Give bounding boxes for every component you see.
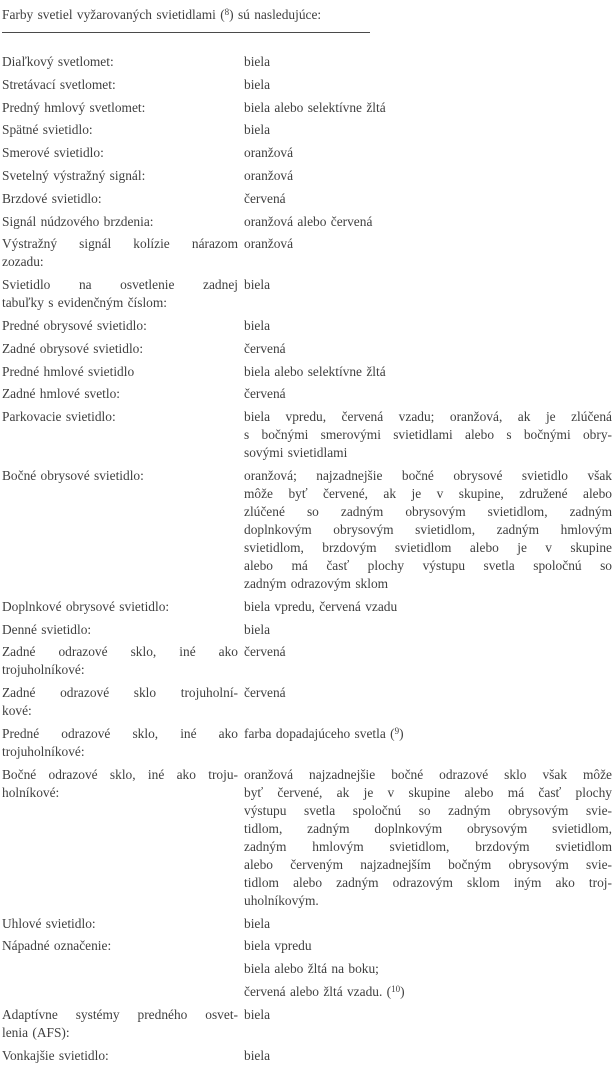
lamp-type-label [2, 467, 238, 485]
text-line: sovými svietidlami [244, 445, 348, 461]
table-row [2, 621, 612, 639]
text-line: môže byť červené, ak je v skupine, združené alebo [244, 485, 612, 501]
table-row [2, 235, 612, 271]
table-row [2, 99, 612, 117]
table-row [2, 276, 612, 312]
table-row [2, 213, 612, 231]
lamp-type-label [2, 643, 238, 679]
text-line: s bočnými smerovými svietidlami alebo s bočnými obry- [244, 427, 612, 443]
page-title-text: Farby svetiel vyžarovaných svietidlami ( [2, 7, 225, 22]
value-paragraph [244, 213, 612, 231]
lamp-color-value [244, 363, 612, 381]
text-line: Signál núdzového brzdenia: [2, 213, 154, 229]
lamp-type-label [2, 235, 238, 271]
text-line: kové: [2, 703, 32, 719]
lamp-type-label [2, 1006, 238, 1042]
text-line: Zadné odrazové sklo, iné ako [2, 644, 238, 660]
lamp-type-label [2, 213, 238, 231]
value-paragraph [244, 53, 612, 71]
lamp-color-value [244, 1006, 612, 1024]
text-line: Uhlové svietidlo: [2, 915, 96, 931]
lamp-color-value [244, 467, 612, 593]
value-paragraph [244, 725, 612, 743]
text-line [244, 983, 612, 1001]
lamp-color-value [244, 121, 612, 139]
value-paragraph [244, 385, 612, 403]
table-row [2, 643, 612, 679]
footnote-ref-8: 8 [224, 7, 230, 17]
table-row [2, 467, 612, 593]
text-line: Parkovacie svietidlo: [2, 409, 116, 425]
text-line: biela [244, 76, 271, 92]
text-line: biela vpredu, červená vzadu [244, 598, 398, 614]
text-line: zadným odrazovým sklom [244, 575, 389, 591]
table-row [2, 121, 612, 139]
value-paragraph [244, 960, 612, 978]
table-row [2, 408, 612, 462]
text-line: Zadné hmlové svetlo: [2, 386, 121, 402]
lamp-color-value [244, 167, 612, 185]
lamp-type-label [2, 340, 238, 358]
text-line: lenia (AFS): [2, 1025, 70, 1041]
value-paragraph [244, 167, 612, 185]
text-line: Stretávací svetlomet: [2, 76, 116, 92]
text-line [244, 725, 612, 743]
text-line-end: ) [400, 984, 405, 1000]
text-line: Predný hmlový svetlomet: [2, 99, 146, 115]
lamp-type-label [2, 99, 238, 117]
value-paragraph [244, 598, 612, 616]
text-line: biela [244, 54, 271, 69]
table-row [2, 340, 612, 358]
lamp-type-label [2, 1047, 238, 1065]
lamp-type-label [2, 684, 238, 720]
text-line: Denné svietidlo: [2, 621, 92, 637]
page-title [2, 6, 370, 33]
table-row [2, 363, 612, 381]
text-line: Predné obrysové svietidlo: [2, 317, 147, 333]
table-row [2, 1006, 612, 1042]
table-row [2, 915, 612, 933]
lamp-type-label [2, 276, 238, 312]
lamp-color-value [244, 598, 612, 616]
value-paragraph [244, 983, 612, 1001]
text-line: Svietidlo na osvetlenie zadnej [2, 277, 238, 293]
lamp-color-value [244, 385, 612, 403]
text-line-start: červená alebo žltá vzadu. ( [244, 984, 392, 1000]
lamp-color-value [244, 643, 612, 661]
text-line: Bočné obrysové svietidlo: [2, 467, 144, 483]
text-line: biela [244, 122, 271, 138]
value-paragraph [244, 684, 612, 702]
value-paragraph [244, 99, 612, 117]
lamp-type-label [2, 408, 238, 426]
lamp-type-label [2, 937, 238, 955]
text-line: Brzdové svietidlo: [2, 190, 102, 206]
lamp-color-value [244, 213, 612, 231]
lamp-type-label [2, 725, 238, 761]
text-line: oranžová najzadnejšie bočné odrazové sklo však môže [244, 766, 612, 782]
lamp-type-label [2, 121, 238, 139]
text-line: uholníkovým. [244, 892, 319, 908]
text-line: Bočné odrazové sklo, iné ako troju- [2, 766, 238, 782]
text-line: alebo má časť plochy výstupu svetla spoločnú so [244, 557, 612, 573]
lamp-type-label [2, 621, 238, 639]
lamp-color-value [244, 1047, 612, 1065]
value-paragraph [244, 915, 612, 933]
table-row [2, 684, 612, 720]
text-line: červená [244, 386, 286, 402]
text-line: biela alebo selektívne žltá [244, 363, 386, 379]
value-paragraph [244, 144, 612, 162]
text-line: biela alebo selektívne žltá [244, 99, 386, 115]
text-line: Doplnkové obrysové svietidlo: [2, 598, 170, 614]
value-paragraph [244, 340, 612, 358]
text-line: zadným hmlovým svietidlom, brzdovým svietidlom [244, 838, 612, 854]
text-line: Zadné odrazové sklo trojuholní- [2, 685, 238, 701]
lamp-color-value [244, 408, 612, 462]
text-line: svietidlom, brzdovým svietidlom alebo je v skupine [244, 539, 612, 555]
text-line: oranžová [244, 236, 294, 252]
value-paragraph [244, 1047, 612, 1065]
table-row [2, 144, 612, 162]
lamp-type-label [2, 766, 238, 802]
text-line: holníkové: [2, 784, 60, 800]
text-line: doplnkovým obrysovým svietidlom, zadným hmlovým [244, 521, 612, 537]
lamp-color-value [244, 915, 612, 933]
text-line: červená [244, 190, 286, 206]
text-line-start: farba dopadajúceho svetla ( [244, 725, 395, 741]
lamp-color-value [244, 276, 612, 294]
value-paragraph [244, 643, 612, 661]
footnote-ref-9: 9 [394, 725, 400, 736]
text-line-end: ) [399, 725, 404, 741]
lamp-type-label [2, 363, 238, 381]
text-line: trojuholníkové: [2, 662, 85, 678]
value-paragraph [244, 1006, 612, 1024]
lamp-color-value [244, 684, 612, 702]
value-paragraph [244, 766, 612, 910]
table-row [2, 76, 612, 94]
lamp-color-value [244, 235, 612, 253]
lamp-type-label [2, 598, 238, 616]
text-line: biela [244, 621, 271, 637]
table-row [2, 385, 612, 403]
value-paragraph [244, 190, 612, 208]
lamp-color-value [244, 53, 612, 71]
text-line: Predné odrazové sklo, iné ako [2, 725, 238, 741]
value-paragraph [244, 937, 612, 955]
text-line: byť červené, ak je v skupine alebo má časť plochy [244, 784, 612, 800]
text-line: zlúčené so zadným obrysovým svietidlom, zadným [244, 503, 612, 519]
value-paragraph [244, 408, 612, 462]
lamp-type-label [2, 190, 238, 208]
lamp-type-label [2, 915, 238, 933]
text-line: oranžová [244, 167, 294, 183]
value-paragraph [244, 276, 612, 294]
lamp-type-label [2, 76, 238, 94]
lamp-color-value [244, 76, 612, 94]
lamp-color-value [244, 190, 612, 208]
table-row [2, 766, 612, 910]
text-line: Diaľkový svetlomet: [2, 54, 114, 69]
text-line: biela [244, 915, 271, 931]
lamp-type-label [2, 317, 238, 335]
table-row [2, 598, 612, 616]
text-line: biela alebo žltá na boku; [244, 961, 379, 977]
text-line: biela [244, 1047, 271, 1063]
text-line: Zadné obrysové svietidlo: [2, 340, 144, 356]
lamp-type-label [2, 53, 238, 71]
lamp-type-label [2, 144, 238, 162]
text-line: biela vpredu [244, 938, 312, 954]
lamp-color-value [244, 766, 612, 910]
text-line: biela [244, 1007, 271, 1023]
value-paragraph [244, 621, 612, 639]
text-line: tabuľky s evidenčným číslom: [2, 295, 168, 311]
lamp-color-value [244, 621, 612, 639]
text-line: Spätné svietidlo: [2, 122, 93, 138]
value-paragraph [244, 76, 612, 94]
text-line: červená [244, 340, 286, 356]
text-line: výstupu svetla spoločnú so zadným obrysovým svie- [244, 802, 612, 818]
text-line: oranžová alebo červená [244, 213, 373, 229]
text-line: oranžová [244, 145, 294, 161]
lamp-color-table [2, 53, 612, 1065]
text-line: trojuholníkové: [2, 743, 85, 759]
value-paragraph [244, 235, 612, 253]
table-row [2, 1047, 612, 1065]
lamp-color-value [244, 725, 612, 743]
lamp-type-label [2, 167, 238, 185]
text-line: alebo červeným najzadnejším bočným obrysovým svie- [244, 856, 612, 872]
table-row [2, 190, 612, 208]
text-line: Vonkajšie svietidlo: [2, 1047, 109, 1063]
text-line: Adaptívne systémy predného osvet- [2, 1007, 238, 1023]
text-line: biela [244, 317, 271, 333]
table-row [2, 725, 612, 761]
value-paragraph [244, 467, 612, 593]
table-row [2, 53, 612, 71]
table-row [2, 317, 612, 335]
text-line: biela [244, 277, 271, 293]
value-paragraph [244, 363, 612, 381]
lamp-color-value [244, 340, 612, 358]
text-line: červená [244, 685, 286, 701]
text-line: tidlom, zadným doplnkovým obrysovým svietidlom, [244, 820, 612, 836]
value-paragraph [244, 121, 612, 139]
text-line: tidlom alebo zadným odrazovým sklom iným ako troj- [244, 874, 612, 890]
value-paragraph [244, 317, 612, 335]
lamp-color-value [244, 144, 612, 162]
text-line: Svetelný výstražný signál: [2, 167, 146, 183]
text-line: červená [244, 644, 286, 660]
lamp-type-label [2, 385, 238, 403]
lamp-color-value [244, 937, 612, 1001]
text-line: zozadu: [2, 254, 44, 270]
text-line: Nápadné označenie: [2, 938, 112, 954]
text-line: Výstražný signál kolízie nárazom [2, 236, 238, 252]
footnote-ref-10: 10 [391, 984, 401, 995]
lamp-color-value [244, 317, 612, 335]
lamp-color-value [244, 99, 612, 117]
text-line: biela vpredu, červená vzadu; oranžová, ak je zlúčená [244, 409, 612, 425]
table-row [2, 167, 612, 185]
text-line: oranžová; najzadnejšie bočné obrysové svietidlo však [244, 467, 612, 483]
text-line: Predné hmlové svietidlo [2, 363, 135, 379]
page-title-text-end: ) sú nasledujúce: [229, 7, 322, 22]
text-line: Smerové svietidlo: [2, 145, 104, 161]
table-row [2, 937, 612, 1001]
